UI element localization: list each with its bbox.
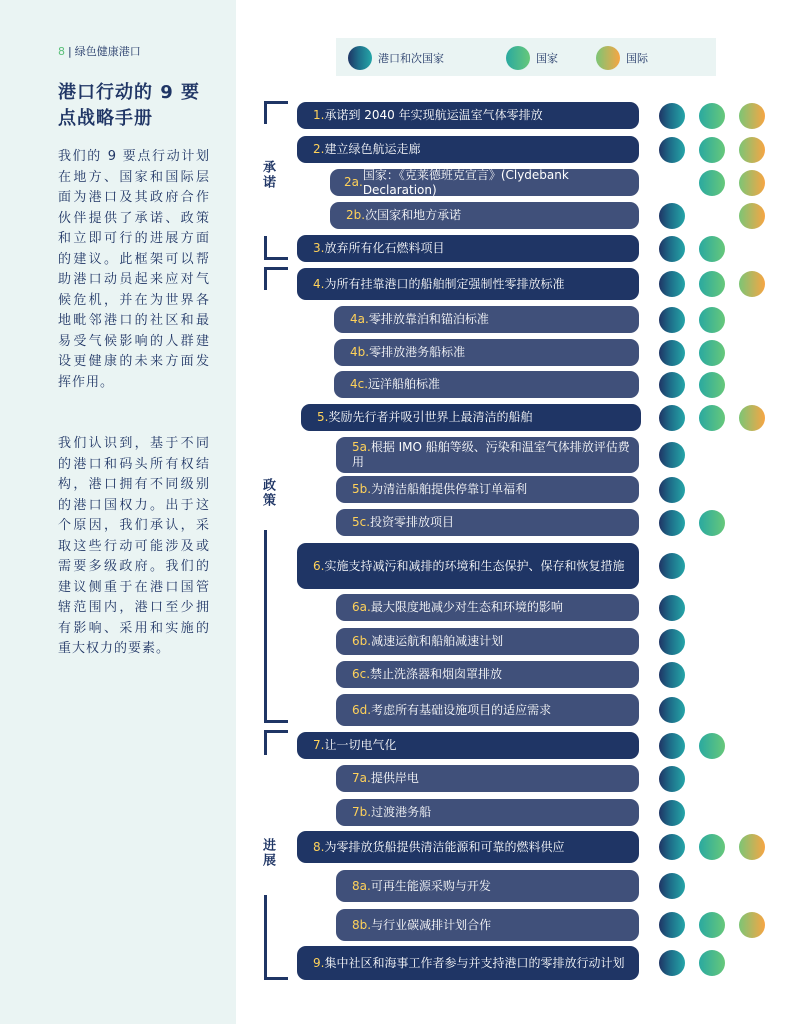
navy-circle-icon <box>659 137 685 163</box>
legend-item-national <box>506 46 558 70</box>
legend-item-international <box>596 46 648 70</box>
action-item-5b: 5b. 为清洁船舶提供停靠订单福利 <box>336 476 639 503</box>
green-circle-icon <box>699 950 725 976</box>
navy-circle-icon <box>659 372 685 398</box>
green-circle-icon <box>699 912 725 938</box>
action-item-8a: 8a. 可再生能源采购与开发 <box>336 870 639 902</box>
legend <box>336 38 716 76</box>
navy-circle-icon <box>659 800 685 826</box>
section-label-progress: 进展 <box>255 838 277 868</box>
sidebar-title: 港口行动的 9 要点战略手册 <box>58 82 201 129</box>
action-item-8: 8. 为零排放货船提供清洁能源和可靠的燃料供应 <box>297 831 639 863</box>
navy-circle-icon <box>659 553 685 579</box>
navy-circle-icon <box>659 662 685 688</box>
green-circle-icon <box>699 405 725 431</box>
navy-circle-icon <box>348 46 372 70</box>
navy-circle-icon <box>659 271 685 297</box>
section-label-policy: 政策 <box>255 478 277 508</box>
sidebar-paragraph-1: 我们的 9 要点行动计划在地方、国家和国际层面为港口及其政府合作伙伴提供了承诺、政策和立即可行的进展方面的建议。此框架可以帮助港口动员起来应对气候危机，并在为世界各地毗邻港口的社区和最易受气候影响的人群建设更健康的未来方面发挥作用。 <box>58 149 210 390</box>
action-item-6d: 6d. 考虑所有基础设施项目的适应需求 <box>336 694 639 726</box>
action-item-7a: 7a. 提供岸电 <box>336 765 639 792</box>
green-circle-icon <box>699 733 725 759</box>
legend-label: 国家 <box>536 52 558 65</box>
action-item-8b: 8b. 与行业碳减排计划合作 <box>336 909 639 941</box>
green-circle-icon <box>699 236 725 262</box>
action-item-4b: 4b. 零排放港务船标准 <box>334 339 639 366</box>
navy-circle-icon <box>659 442 685 468</box>
sidebar-paragraph-2: 我们认识到，基于不同的港口和码头所有权结构，港口拥有不同级别的港口国权力。出于这个原因，我们承认，采取这些行动可能涉及或需要多级政府。我们的建议侧重于在港口国管辖范围内，港口至少拥有影响、采用和实施的重大权力的要素。 <box>58 436 210 656</box>
green-circle-icon <box>699 103 725 129</box>
navy-circle-icon <box>659 912 685 938</box>
action-item-5c: 5c. 投资零排放项目 <box>336 509 639 536</box>
action-item-4a: 4a. 零排放靠泊和锚泊标准 <box>334 306 639 333</box>
orange-circle-icon <box>739 103 765 129</box>
action-item-2a: 2a. 国家：《克莱德班克宣言》(Clydebank Declaration) <box>330 169 639 196</box>
orange-circle-icon <box>739 271 765 297</box>
section-name: 绿色健康港口 <box>74 45 141 58</box>
navy-circle-icon <box>659 629 685 655</box>
orange-circle-icon <box>596 46 620 70</box>
action-item-2b: 2b. 次国家和地方承诺 <box>330 202 639 229</box>
navy-circle-icon <box>659 103 685 129</box>
green-circle-icon <box>699 271 725 297</box>
action-item-7: 7. 让一切电气化 <box>297 732 639 759</box>
green-circle-icon <box>699 372 725 398</box>
action-item-6a: 6a. 最大限度地减少对生态和环境的影响 <box>336 594 639 621</box>
action-item-1: 1. 承诺到 2040 年实现航运温室气体零排放 <box>297 102 639 129</box>
navy-circle-icon <box>659 733 685 759</box>
navy-circle-icon <box>659 340 685 366</box>
action-item-6c: 6c. 禁止洗涤器和烟囱罩排放 <box>336 661 639 688</box>
green-circle-icon <box>699 834 725 860</box>
navy-circle-icon <box>659 236 685 262</box>
action-item-9: 9.集中社区和海事工作者参与并支持港口的零排放行动计划 <box>297 946 639 980</box>
orange-circle-icon <box>739 170 765 196</box>
action-item-6: 6.实施支持减污和减排的环境和生态保护、保存和恢复措施 <box>297 543 639 589</box>
action-item-7b: 7b. 过渡港务船 <box>336 799 639 826</box>
navy-circle-icon <box>659 595 685 621</box>
navy-circle-icon <box>659 950 685 976</box>
orange-circle-icon <box>739 834 765 860</box>
navy-circle-icon <box>659 873 685 899</box>
orange-circle-icon <box>739 405 765 431</box>
green-circle-icon <box>699 307 725 333</box>
navy-circle-icon <box>659 766 685 792</box>
action-item-4c: 4c. 远洋船舶标准 <box>334 371 639 398</box>
legend-item-subnational <box>348 46 444 70</box>
legend-label: 港口和次国家 <box>378 52 444 65</box>
bracket-gap <box>260 755 270 895</box>
navy-circle-icon <box>659 405 685 431</box>
action-item-5: 5. 奖励先行者并吸引世界上最清洁的船舶 <box>301 404 641 431</box>
green-circle-icon <box>699 137 725 163</box>
action-item-4: 4. 为所有挂靠港口的船舶制定强制性零排放标准 <box>297 268 639 300</box>
header-separator: | <box>68 45 72 58</box>
green-circle-icon <box>699 170 725 196</box>
green-circle-icon <box>699 340 725 366</box>
section-label-commitment: 承诺 <box>255 160 277 190</box>
orange-circle-icon <box>739 203 765 229</box>
orange-circle-icon <box>739 912 765 938</box>
sidebar-panel <box>0 0 236 1024</box>
action-item-5a: 5a.根据 IMO 船舶等级、污染和温室气体排放评估费用 <box>336 437 639 473</box>
navy-circle-icon <box>659 477 685 503</box>
action-item-3: 3. 放弃所有化石燃料项目 <box>297 235 639 262</box>
navy-circle-icon <box>659 697 685 723</box>
navy-circle-icon <box>659 834 685 860</box>
navy-circle-icon <box>659 510 685 536</box>
green-circle-icon <box>699 510 725 536</box>
page-header <box>58 43 141 59</box>
green-circle-icon <box>506 46 530 70</box>
navy-circle-icon <box>659 307 685 333</box>
action-item-6b: 6b. 减速运航和船舶减速计划 <box>336 628 639 655</box>
action-item-2: 2. 建立绿色航运走廊 <box>297 136 639 163</box>
orange-circle-icon <box>739 137 765 163</box>
legend-label: 国际 <box>626 52 648 65</box>
page-number: 8 <box>58 45 65 58</box>
navy-circle-icon <box>659 203 685 229</box>
